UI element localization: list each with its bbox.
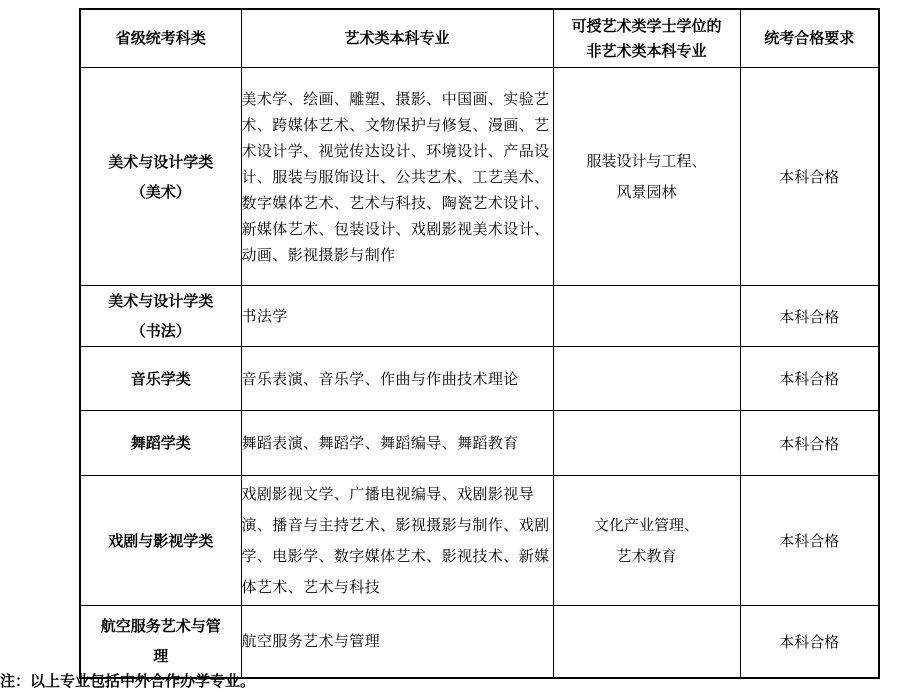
table-row — [80, 286, 879, 347]
majors-table — [79, 8, 880, 679]
requirement-cell: 本科合格 — [740, 347, 879, 411]
category-line: 戏剧与影视学类 — [108, 531, 214, 550]
art-majors-cell: 舞蹈表演、舞蹈学、舞蹈编导、舞蹈教育 — [241, 411, 553, 476]
category-line: 美术与设计学类 — [108, 292, 214, 310]
header-requirement: 统考合格要求 — [740, 9, 879, 68]
non-art-majors-cell — [553, 347, 740, 411]
table-row — [80, 476, 879, 606]
category-line: （美术） — [130, 182, 191, 201]
table-header-row — [80, 9, 879, 68]
requirement-cell: 本科合格 — [740, 476, 879, 606]
non-art-majors-cell — [553, 606, 740, 678]
category-line: （书法） — [130, 322, 191, 340]
category-cell — [80, 411, 241, 476]
non-art-line: 文化产业管理、 — [593, 515, 699, 534]
footnote: 注：以上专业包括中外合作办学专业。 — [0, 672, 256, 690]
category-line: 航空服务艺术与管 — [100, 617, 221, 636]
art-majors-cell: 书法学 — [241, 286, 553, 347]
non-art-majors-cell — [553, 476, 740, 606]
category-cell — [80, 68, 241, 286]
art-majors-cell: 航空服务艺术与管理 — [241, 606, 553, 678]
requirement-cell: 本科合格 — [740, 411, 879, 476]
art-majors-cell: 美术学、绘画、雕塑、摄影、中国画、实验艺术、跨媒体艺术、文物保护与修复、漫画、艺术设计学、视觉传达设计、环境设计、产品设计、服装与服饰设计、公共艺术、工艺美术、数字媒体艺术、艺术与科技、陶瓷艺术设计、新媒体艺术、包装设计、戏剧影视美术设计、动画、影视摄影与制作 — [241, 68, 553, 286]
non-art-majors-cell — [553, 411, 740, 476]
table-row — [80, 411, 879, 476]
header-category: 省级统考科类 — [80, 9, 241, 68]
requirement-cell: 本科合格 — [740, 606, 879, 678]
category-line: 舞蹈学类 — [130, 434, 191, 452]
header-art-majors: 艺术类本科专业 — [241, 9, 553, 68]
non-art-line: 艺术教育 — [616, 546, 677, 565]
category-line: 音乐学类 — [130, 369, 191, 388]
table-row — [80, 347, 879, 411]
non-art-line: 风景园林 — [616, 182, 677, 201]
category-line: 美术与设计学类 — [108, 152, 214, 171]
category-cell — [80, 476, 241, 606]
table-row — [80, 68, 879, 286]
requirement-cell: 本科合格 — [740, 68, 879, 286]
category-cell — [80, 347, 241, 411]
category-cell — [80, 606, 241, 678]
table-row — [80, 606, 879, 678]
art-majors-cell: 戏剧影视文学、广播电视编导、戏剧影视导演、播音与主持艺术、影视摄影与制作、戏剧学、电影学、数字媒体艺术、影视技术、新媒体艺术、艺术与科技 — [241, 476, 553, 606]
category-cell — [80, 286, 241, 347]
category-line: 理 — [153, 647, 169, 666]
non-art-majors-cell — [553, 68, 740, 286]
non-art-majors-cell — [553, 286, 740, 347]
header-non-art-majors: 可授艺术类学士学位的 非艺术类本科专业 — [553, 9, 740, 68]
non-art-line: 服装设计与工程、 — [586, 151, 707, 170]
requirement-cell: 本科合格 — [740, 286, 879, 347]
art-majors-cell: 音乐表演、音乐学、作曲与作曲技术理论 — [241, 347, 553, 411]
